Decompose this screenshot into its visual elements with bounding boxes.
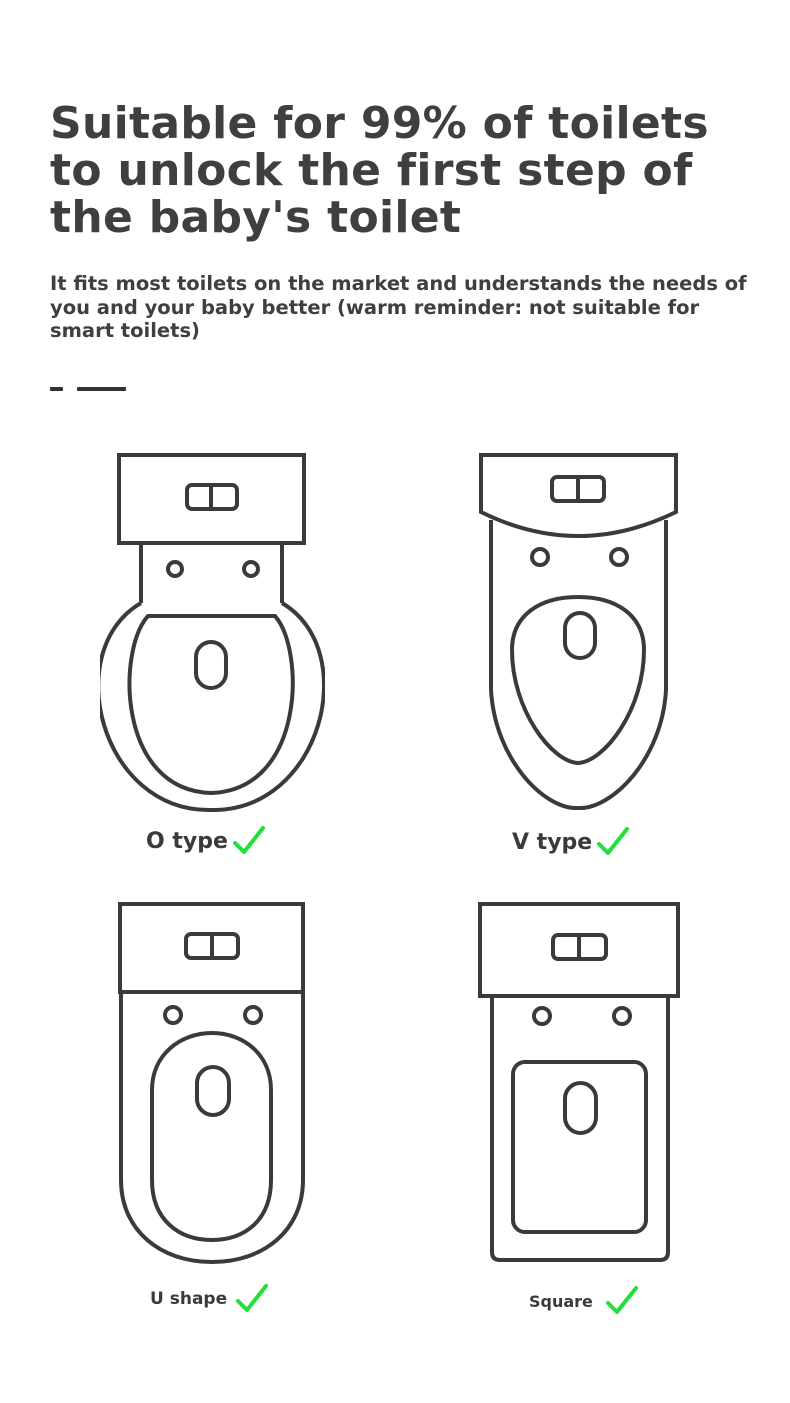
check-icon	[232, 825, 266, 857]
label-u-shape	[150, 1283, 269, 1315]
check-icon	[605, 1285, 639, 1317]
o-type-toilet-icon	[100, 445, 325, 820]
check-icon	[235, 1283, 269, 1315]
headline: Suitable for 99% of toilets to unlock the first step of the baby's toilet	[50, 98, 709, 243]
square-toilet-icon	[470, 895, 690, 1270]
label-v-type	[512, 826, 630, 858]
u-shape-toilet-icon	[110, 895, 315, 1270]
divider-short	[50, 387, 63, 391]
label-u-shape-text: U shape	[150, 1289, 228, 1309]
subtext: It fits most toilets on the market and understands the needs of you and your baby better (warm reminder: not suitable for smart toilets)	[50, 272, 747, 342]
label-square-text: Square	[529, 1291, 593, 1311]
v-type-toilet-icon	[470, 445, 690, 820]
divider-long	[77, 387, 126, 391]
label-v-type-text: V type	[512, 829, 593, 855]
label-square	[529, 1285, 639, 1317]
label-o-type	[146, 825, 266, 857]
check-icon	[596, 826, 630, 858]
label-o-type-text: O type	[146, 828, 228, 854]
